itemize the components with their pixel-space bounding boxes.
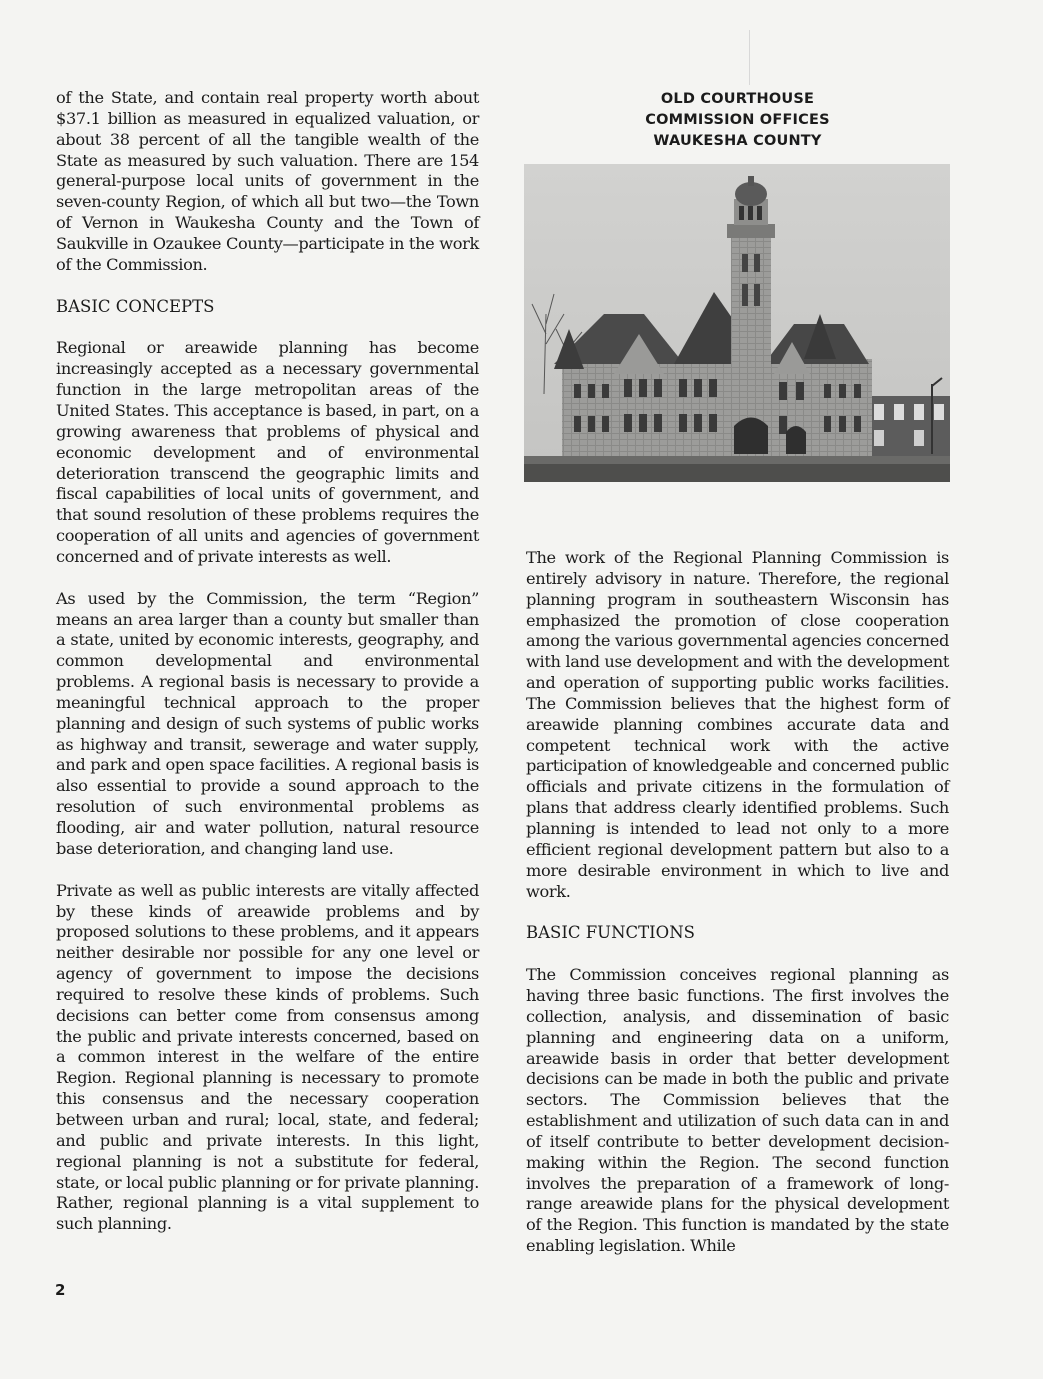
- right-column: [526, 548, 949, 1257]
- page-number: 2: [55, 1281, 66, 1299]
- section-heading-basic-concepts: BASIC CONCEPTS: [56, 296, 215, 316]
- photo-caption: [526, 89, 949, 152]
- courthouse-photo: [524, 164, 950, 482]
- caption-line: OLD COURTHOUSE: [660, 91, 815, 107]
- body-paragraph: The Commission conceives regional planning as having three basic functions. The first involves the collection, analysis, and dissemination of basic planning and engineering data on a uniform, areawide basis in order that better development decisions can be made in both the public and private sectors. The Commission believes that the establishment and utilization of such data can in and of itself contribute to better development decision-making within the Region. The second function involves the preparation of a framework of long-range areawide plans for the physical development of the Region. This function is mandated by the state enabling legislation. While: [526, 965, 949, 1256]
- body-paragraph: The work of the Regional Planning Commission is entirely advisory in nature. Therefore, the regional planning program in southeastern Wisconsin has emphasized the promotion of close cooperation among the various governmental agencies concerned with land use development and with the development and operation of supporting public works facilities. The Commission believes that the highest form of areawide planning combines accurate data and competent technical work with the active participation of knowledgeable and concerned public officials and private citizens in the formulation of plans that address clearly identified problems. Such planning is intended to lead not only to a more efficient regional development pattern but also to a more desirable environment in which to live and work.: [526, 548, 949, 901]
- caption-line: COMMISSION OFFICES: [645, 112, 830, 128]
- body-paragraph: As used by the Commission, the term “Region” means an area larger than a county but smaller than a state, united by economic interests, geography, and common developmental and environmental problems. A regional basis is necessary to provide a meaningful technical approach to the proper planning and design of such systems of public works as highway and transit, sewerage and water supply, and park and open space facilities. A regional basis is also essential to provide a sound approach to the resolution of such environmental problems as flooding, air and water pollution, natural resource base deterioration, and changing land use.: [56, 588, 479, 858]
- body-paragraph: Private as well as public interests are vitally affected by these kinds of areawide problems and by proposed solutions to these problems, and it appears neither desirable nor possible for any one level or agency of government to impose the decisions required to resolve these kinds of problems. Such decisions can better come from consensus among the public and private interests concerned, based on a common interest in the welfare of the entire Region. Regional planning is necessary to promote this consensus and the necessary cooperation between urban and rural; local, state, and federal; and public and private interests. In this light, regional planning is not a substitute for federal, state, or local public planning or for private planning. Rather, regional planning is a vital supplement to such planning.: [56, 880, 479, 1234]
- body-paragraph: of the State, and contain real property worth about $37.1 billion as measured in equalized valuation, or about 38 percent of all the tangible wealth of the State as measured by such valuation. There are 154 general-purpose local units of government in the seven-county Region, of which all but two—the Town of Vernon in Waukesha County and the Town of Saukville in Ozaukee County—participate in the work of the Commission.: [56, 88, 479, 274]
- caption-line: WAUKESHA COUNTY: [653, 133, 822, 149]
- body-paragraph: Regional or areawide planning has become increasingly accepted as a necessary governmental function in the large metropolitan areas of the United States. This acceptance is based, in part, on a growing awareness that problems of physical and economic development and of environmental deterioration transcend the geographic limits and fiscal capabilities of local units of government, and that sound resolution of these problems requires the cooperation of all units and agencies of government concerned and of private interests as well.: [56, 338, 479, 566]
- left-column: [56, 88, 479, 1235]
- margin-mark: [749, 30, 750, 85]
- section-heading-basic-functions: BASIC FUNCTIONS: [526, 923, 695, 943]
